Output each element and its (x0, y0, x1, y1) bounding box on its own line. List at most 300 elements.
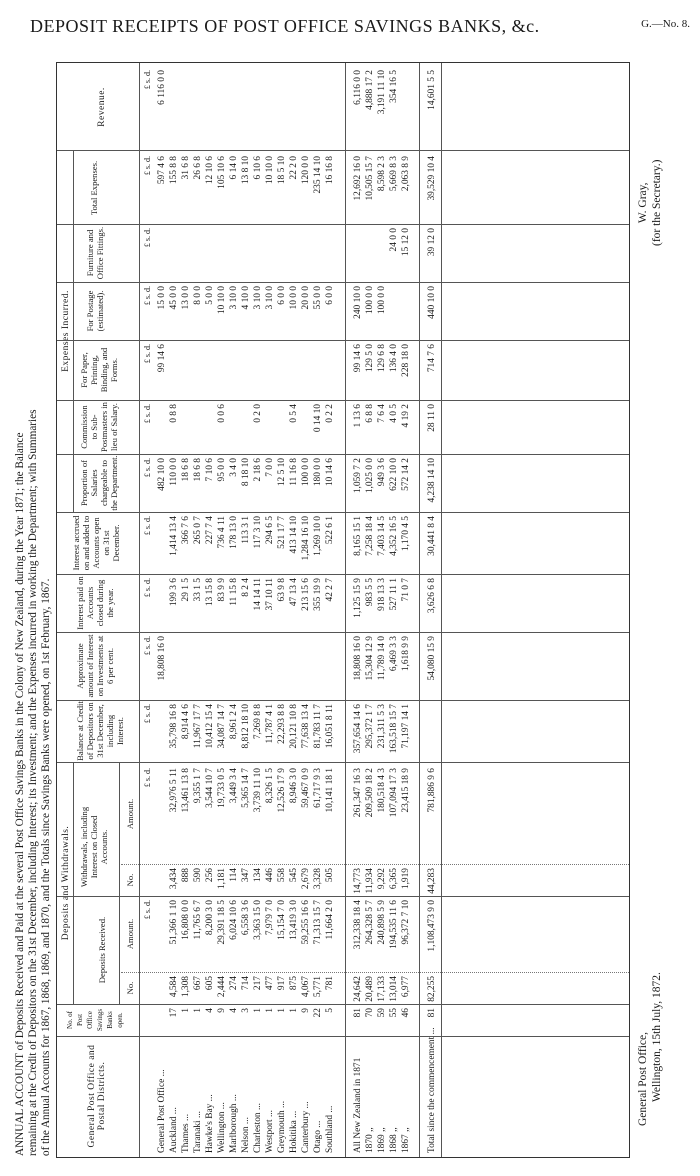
row-label (157, 1037, 168, 1157)
row-label (217, 1037, 228, 1157)
row-leader: ... (253, 1103, 263, 1113)
cell-com: 4 19 2 (401, 404, 411, 428)
cell-n: 1 (277, 1008, 287, 1013)
cell-ii: 18,808 16 0 (353, 636, 363, 681)
cell-ii: 1,618 9 9 (401, 636, 411, 672)
cell-tot: 39,529 10 4 (427, 156, 437, 201)
row-label (289, 1037, 300, 1157)
header-deposits-group: Deposits and Withdrawals. (61, 825, 71, 941)
row-label (205, 1037, 216, 1157)
cell-tot: 13 8 10 (241, 156, 251, 185)
cell-wn: 44,283 (427, 868, 437, 894)
header-withdrawals: Withdrawals, including Interest on Closed Accounts. (79, 806, 109, 888)
signature-name: W. Gray, (637, 182, 649, 224)
cell-ip: 199 3 6 (169, 578, 179, 607)
rotated-table-page (10, 56, 690, 1166)
cell-tot: 105 10 6 (217, 156, 227, 189)
cell-dn: 714 (241, 976, 251, 991)
cell-rev: 3,191 11 10 (377, 70, 387, 115)
row-leader: ... (217, 1102, 227, 1112)
row-label (325, 1037, 336, 1157)
cell-bal: 77,638 13 4 (301, 704, 311, 749)
lsd-unit-label: £ s. d. (143, 636, 152, 656)
cell-pos: 15 0 0 (157, 286, 167, 310)
cell-ii: 15,304 12 9 (365, 636, 375, 681)
cell-tot: 597 4 6 (157, 156, 167, 185)
cell-da: 8,200 3 0 (205, 900, 215, 936)
row-label (265, 1037, 276, 1157)
cell-wn: 3,328 (313, 868, 323, 890)
row-name: 1870 (365, 1134, 375, 1153)
cell-n: 5 (325, 1008, 335, 1013)
cell-dn: 4,067 (301, 976, 311, 998)
cell-wa: 12,526 17 9 (277, 768, 287, 813)
row-name: Total since the commencement (427, 1036, 437, 1153)
cell-da: 96,372 7 10 (401, 900, 411, 945)
row-leader: ... (427, 1027, 437, 1037)
cell-n: 81 (427, 1008, 437, 1018)
cell-ii: 54,080 15 9 (427, 636, 437, 681)
cell-da: 194,535 11 6 (389, 900, 399, 949)
cell-sal: 180 0 0 (313, 458, 323, 487)
header-rule (73, 151, 74, 513)
cell-tot: 235 14 10 (313, 156, 323, 194)
row-label (365, 1037, 376, 1157)
cell-tot: 10,505 15 7 (365, 156, 375, 201)
cell-sal: 11 16 8 (289, 458, 299, 486)
cell-ip: 83 9 9 (217, 578, 227, 602)
cell-ia: 30,441 8 4 (427, 516, 437, 556)
cell-pos: 13 0 0 (181, 286, 191, 310)
account-table (56, 62, 630, 1158)
row-leader: ... (229, 1094, 239, 1104)
row-name: Otago (313, 1130, 323, 1153)
row-label (301, 1037, 312, 1157)
cell-ip: 355 19 9 (313, 578, 323, 611)
row-leader: ... (325, 1105, 335, 1115)
cell-n: 1 (265, 1008, 275, 1013)
cell-pos: 100 0 0 (377, 286, 387, 315)
cell-tot: 12 10 6 (205, 156, 215, 185)
cell-fur: 39 12 0 (427, 228, 437, 257)
cell-da: 15,154 7 0 (277, 900, 287, 940)
cell-da: 59,255 16 6 (301, 900, 311, 945)
cell-dn: 5,771 (313, 976, 323, 998)
cell-wn: 134 (253, 868, 263, 883)
cell-da: 1,108,473 9 0 (427, 900, 437, 952)
cell-ia: 7,258 18 4 (365, 516, 375, 556)
cell-pos: 5 0 0 (205, 286, 215, 305)
row-name: 1868 (389, 1134, 399, 1153)
cell-pos: 100 0 0 (365, 286, 375, 315)
row-name: Auckland (169, 1116, 179, 1153)
cell-ia: 178 13 0 (229, 516, 239, 549)
cell-wa: 59,467 0 9 (301, 768, 311, 808)
cell-wn: 256 (205, 868, 215, 883)
cell-ia: 265 0 7 (193, 516, 203, 545)
page-number: G.—No. 8. (641, 18, 690, 30)
cell-com: 0 8 8 (169, 404, 179, 423)
cell-da: 16,808 0 0 (181, 900, 191, 940)
cell-dn: 217 (253, 976, 263, 991)
cell-bal: 16,051 8 11 (325, 704, 335, 749)
cell-com: 0 2 2 (325, 404, 335, 423)
lsd-unit-label: £ s. d. (143, 768, 152, 788)
column-subrule (121, 972, 629, 973)
cell-com: 4 0 5 (389, 404, 399, 423)
cell-tot: 5,669 8 3 (389, 156, 399, 192)
cell-ip: 983 5 5 (365, 578, 375, 607)
cell-wa: 13,461 13 8 (181, 768, 191, 813)
cell-ip: 213 15 6 (301, 578, 311, 611)
cell-wn: 6,365 (389, 868, 399, 890)
cell-da: 11,765 6 7 (193, 900, 203, 940)
header-postage: For Postage (estimated). (85, 290, 105, 332)
column-rule (57, 400, 629, 401)
row-leader: ... (277, 1100, 287, 1111)
column-rule (57, 282, 629, 283)
cell-pap: 129 6 8 (377, 344, 387, 373)
cell-ip: 37 10 11 (265, 578, 275, 611)
row-leader: ,, (389, 1127, 399, 1135)
cell-pos: 3 10 0 (253, 286, 263, 310)
row-leader: ... (301, 1101, 311, 1111)
cell-da: 6,558 3 6 (241, 900, 251, 936)
row-label (277, 1037, 288, 1157)
cell-wn: 2,679 (301, 868, 311, 890)
cell-ip: 1,125 15 9 (353, 578, 363, 618)
row-leader: ... (241, 1117, 251, 1127)
cell-wa: 3,739 11 10 (253, 768, 263, 813)
cell-da: 312,338 18 4 (353, 900, 363, 950)
cell-tot: 6 10 6 (253, 156, 263, 180)
cell-bal: 11,967 17 7 (193, 704, 203, 749)
cell-pap: 99 14 6 (157, 344, 167, 373)
column-rule (57, 896, 629, 897)
cell-fur: 15 12 0 (401, 228, 411, 257)
cell-pos: 20 0 0 (301, 286, 311, 310)
cell-sal: 12 5 10 (277, 458, 287, 487)
row-label (169, 1037, 180, 1157)
cell-sal: 18 6 8 (181, 458, 191, 482)
column-rule (57, 762, 629, 763)
cell-wa: 107,094 17 3 (389, 768, 399, 818)
cell-pos: 3 10 0 (265, 286, 275, 310)
row-leader: ... (205, 1094, 215, 1104)
row-label (253, 1037, 264, 1157)
column-rule (57, 1004, 629, 1005)
cell-pos: 45 0 0 (169, 286, 179, 310)
lsd-unit-label: £ s. d. (143, 900, 152, 920)
header-commission: Commission to Sub-Postmasters in lieu of Salary. (79, 402, 119, 452)
cell-pap: 228 18 0 (401, 344, 411, 377)
cell-ia: 1,269 10 0 (313, 516, 323, 556)
cell-ia: 522 6 1 (325, 516, 335, 545)
row-name: Greymouth (277, 1110, 287, 1153)
cell-sal: 622 10 0 (389, 458, 399, 491)
column-rule (57, 632, 629, 633)
row-leader: ... (169, 1107, 179, 1117)
cell-bal: 295,372 1 7 (365, 704, 375, 749)
lsd-unit-label: £ s. d. (143, 458, 152, 478)
cell-pap: 129 5 0 (365, 344, 375, 373)
cell-wa: 61,717 9 3 (313, 768, 323, 808)
cell-pos: 55 0 0 (313, 286, 323, 310)
header-furniture: Furniture and Office Fittings. (85, 226, 105, 280)
cell-dn: 4,584 (169, 976, 179, 998)
header-total-expenses: Total Expenses. (89, 160, 99, 216)
cell-dn: 20,489 (365, 976, 375, 1002)
column-rule (57, 1036, 629, 1037)
cell-wa: 3,449 3 4 (229, 768, 239, 804)
cell-wn: 1,181 (217, 868, 227, 890)
cell-da: 7,979 7 0 (265, 900, 275, 936)
row-label (427, 1027, 438, 1157)
cell-tot: 18 5 10 (277, 156, 287, 185)
cell-da: 6,024 10 6 (229, 900, 239, 940)
cell-ip: 8 2 4 (241, 578, 251, 597)
cell-bal: 231,311 5 3 (377, 704, 387, 749)
header-interest-paid: Interest paid on Accounts closed during the year. (75, 576, 115, 630)
cell-wa: 8,946 3 0 (289, 768, 299, 804)
cell-wn: 347 (241, 868, 251, 883)
cell-n: 1 (193, 1008, 203, 1013)
cell-tot: 22 2 0 (289, 156, 299, 180)
section-rule (345, 63, 346, 1157)
lsd-unit-label: £ s. d. (143, 578, 152, 598)
cell-tot: 155 8 8 (169, 156, 179, 185)
row-label (389, 1037, 400, 1157)
cell-da: 264,328 5 7 (365, 900, 375, 945)
column-rule (57, 574, 629, 575)
cell-ip: 527 11 1 (389, 578, 399, 611)
header-bottom-rule (139, 63, 140, 1157)
cell-wa: 5,365 14 7 (241, 768, 251, 808)
cell-tot: 2,063 8 9 (401, 156, 411, 192)
row-name: 1869 (377, 1134, 387, 1153)
row-name: Hawke's Bay (205, 1103, 215, 1153)
cell-sal: 8 18 10 (241, 458, 251, 487)
cell-ia: 8,165 15 1 (353, 516, 363, 556)
cell-com: 0 0 6 (217, 404, 227, 423)
cell-n: 4 (229, 1008, 239, 1013)
table-caption (14, 66, 53, 1156)
row-label (193, 1037, 204, 1157)
cell-n: 9 (217, 1008, 227, 1013)
cell-wa: 32,976 5 11 (169, 768, 179, 813)
cell-dn: 24,642 (353, 976, 363, 1002)
cell-ia: 413 14 10 (289, 516, 299, 554)
lsd-unit-label: £ s. d. (143, 516, 152, 536)
cell-com: 0 14 10 (313, 404, 323, 433)
cell-wn: 14,773 (353, 868, 363, 894)
cell-pos: 10 10 0 (217, 286, 227, 315)
cell-ip: 42 2 7 (325, 578, 335, 602)
cell-bal: 8,961 2 4 (229, 704, 239, 740)
footer-signature (636, 160, 664, 246)
cell-pap: 136 4 0 (389, 344, 399, 373)
cell-ia: 227 7 4 (205, 516, 215, 545)
cell-bal: 163,518 15 7 (389, 704, 399, 754)
cell-ii: 11,789 14 0 (377, 636, 387, 681)
cell-dn: 82,255 (427, 976, 437, 1002)
cell-dn: 1,308 (181, 976, 191, 998)
cell-wa: 10,141 18 1 (325, 768, 335, 813)
cell-da: 29,391 18 5 (217, 900, 227, 945)
cell-rev: 4,888 17 2 (365, 70, 375, 110)
header-deposits-received: Deposits Received. (97, 916, 107, 984)
cell-dn: 17,133 (377, 976, 387, 1002)
header-rule (73, 763, 74, 1005)
row-name: Thames (181, 1123, 191, 1153)
column-rule (57, 150, 629, 151)
caption-line-3: of the Annual Accounts for 1867, 1868, 1869, and 1870, and the Totals since Savings Banks were opened, on 1st February, 1867. (40, 578, 52, 1156)
row-name: Wellington (217, 1111, 227, 1153)
header-rule (119, 763, 120, 1005)
cell-tot: 16 16 8 (325, 156, 335, 185)
signature-role: (for the Secretary.) (651, 159, 663, 246)
header-wd-amount: Amount. (125, 798, 135, 830)
cell-n: 1 (253, 1008, 263, 1013)
cell-pos: 6 0 0 (325, 286, 335, 305)
cell-wn: 114 (229, 868, 239, 882)
cell-com: 1 13 6 (353, 404, 363, 428)
header-salaries: Proportion of Salaries chargeable to the Department. (79, 455, 119, 511)
cell-wa: 23,415 18 9 (401, 768, 411, 813)
cell-wa: 8,326 1 5 (265, 768, 275, 804)
cell-wn: 558 (277, 868, 287, 883)
cell-n: 22 (313, 1008, 323, 1018)
cell-ia: 7,403 14 5 (377, 516, 387, 556)
cell-ia: 366 7 6 (181, 516, 191, 545)
cell-sal: 7 10 6 (205, 458, 215, 482)
cell-wn: 888 (181, 868, 191, 883)
cell-n: 46 (401, 1008, 411, 1018)
cell-ip: 13 15 8 (205, 578, 215, 607)
row-leader: ,, (377, 1127, 387, 1135)
lsd-unit-label: £ s. d. (143, 286, 152, 306)
cell-wn: 505 (325, 868, 335, 883)
cell-sal: 10 14 6 (325, 458, 335, 487)
cell-sal: 1,059 7 2 (353, 458, 363, 494)
cell-pos: 240 10 0 (353, 286, 363, 319)
header-num-offices: No. of Post Office Savings Banks open. (66, 1008, 124, 1032)
row-label (377, 1037, 388, 1157)
row-label (353, 1037, 364, 1157)
cell-ip: 3,626 6 8 (427, 578, 437, 614)
row-leader: ... (289, 1110, 299, 1121)
footer-date: Wellington, 15th July, 1872. (651, 972, 663, 1102)
cell-pap: 99 14 6 (353, 344, 363, 373)
cell-tot: 12,692 16 0 (353, 156, 363, 201)
cell-rev: 6,116 0 0 (353, 70, 363, 105)
cell-n: 3 (241, 1008, 251, 1013)
cell-dn: 274 (229, 976, 239, 991)
cell-wa: 19,733 0 5 (217, 768, 227, 808)
total-rule (441, 63, 442, 1157)
cell-n: 17 (169, 1008, 179, 1018)
header-paper: For Paper, Printing, Binding, and Forms. (79, 347, 119, 393)
row-name: General Post Office (157, 1078, 167, 1153)
cell-com: 0 5 4 (289, 404, 299, 423)
header-wd-no: No. (125, 873, 135, 887)
cell-bal: 35,798 16 8 (169, 704, 179, 749)
header-balance: Balance at Credit of Depositors on 31st December, including Interest. (75, 701, 125, 761)
column-rule (57, 700, 629, 701)
row-label (181, 1037, 192, 1157)
caption-line-1: ANNUAL ACCOUNT of Deposits Received and Paid at the several Post Office Savings Banks in the Colony of New Zealand, during the Year 1871; the Balance (14, 432, 26, 1156)
cell-com: 28 11 0 (427, 404, 437, 432)
row-name: Taranaki (193, 1120, 203, 1153)
cell-bal: 11,787 4 1 (265, 704, 275, 744)
row-name: 1867 (401, 1134, 411, 1153)
header-interest-investments: Approximate amount of Interest on Investments at 6 per cent. (75, 634, 115, 698)
cell-dn: 2,444 (217, 976, 227, 998)
cell-ia: 1,284 16 10 (301, 516, 311, 561)
cell-ia: 1,170 4 5 (401, 516, 411, 552)
row-leader: ... (157, 1069, 167, 1079)
cell-wn: 11,934 (365, 868, 375, 894)
cell-ii: 18,808 16 0 (157, 636, 167, 681)
cell-ia: 294 6 5 (265, 516, 275, 545)
cell-sal: 2 18 6 (253, 458, 263, 482)
cell-dn: 917 (277, 976, 287, 991)
cell-wa: 209,509 18 2 (365, 768, 375, 818)
cell-wn: 1,919 (401, 868, 411, 890)
cell-bal: 22,293 8 8 (277, 704, 287, 744)
cell-wa: 180,518 4 3 (377, 768, 387, 813)
cell-tot: 120 0 0 (301, 156, 311, 185)
cell-ia: 521 17 7 (277, 516, 287, 549)
cell-pos: 4 10 0 (241, 286, 251, 310)
cell-da: 51,366 1 10 (169, 900, 179, 945)
cell-ia: 4,352 16 5 (389, 516, 399, 556)
header-interest-accrued: Interest accrued on and added to Accounts open on 31st December. (71, 515, 121, 571)
cell-com: 6 8 8 (365, 404, 375, 423)
cell-bal: 7,269 8 8 (253, 704, 263, 740)
cell-wa: 3,544 10 7 (205, 768, 215, 808)
cell-bal: 34,087 14 7 (217, 704, 227, 749)
row-name: Nelson (241, 1126, 251, 1153)
cell-bal: 71,197 14 1 (401, 704, 411, 749)
cell-tot: 31 6 8 (181, 156, 191, 180)
cell-da: 13,419 3 0 (289, 900, 299, 940)
row-label (241, 1037, 252, 1157)
cell-sal: 949 3 6 (377, 458, 387, 487)
cell-ip: 918 13 3 (377, 578, 387, 611)
row-leader: ... (313, 1120, 323, 1131)
column-rule (57, 454, 629, 455)
cell-pos: 8 0 0 (193, 286, 203, 305)
page-header-title: DEPOSIT RECEIPTS OF POST OFFICE SAVINGS BANKS, &c. (30, 16, 540, 36)
cell-n: 70 (365, 1008, 375, 1018)
row-label (313, 1037, 324, 1157)
cell-wn: 545 (289, 868, 299, 883)
cell-dn: 875 (289, 976, 299, 991)
section-rule (419, 63, 420, 1157)
cell-ip: 47 13 4 (289, 578, 299, 607)
header-revenue: Revenue. (97, 87, 107, 127)
cell-ip: 14 14 11 (253, 578, 263, 611)
cell-da: 71,313 15 7 (313, 900, 323, 945)
cell-n: 81 (353, 1008, 363, 1018)
cell-wn: 446 (265, 868, 275, 883)
cell-pos: 440 10 0 (427, 286, 437, 319)
cell-rev: 354 16 5 (389, 70, 399, 103)
cell-sal: 100 0 0 (301, 458, 311, 487)
cell-com: 7 6 4 (377, 404, 387, 423)
column-subrule (121, 864, 629, 865)
